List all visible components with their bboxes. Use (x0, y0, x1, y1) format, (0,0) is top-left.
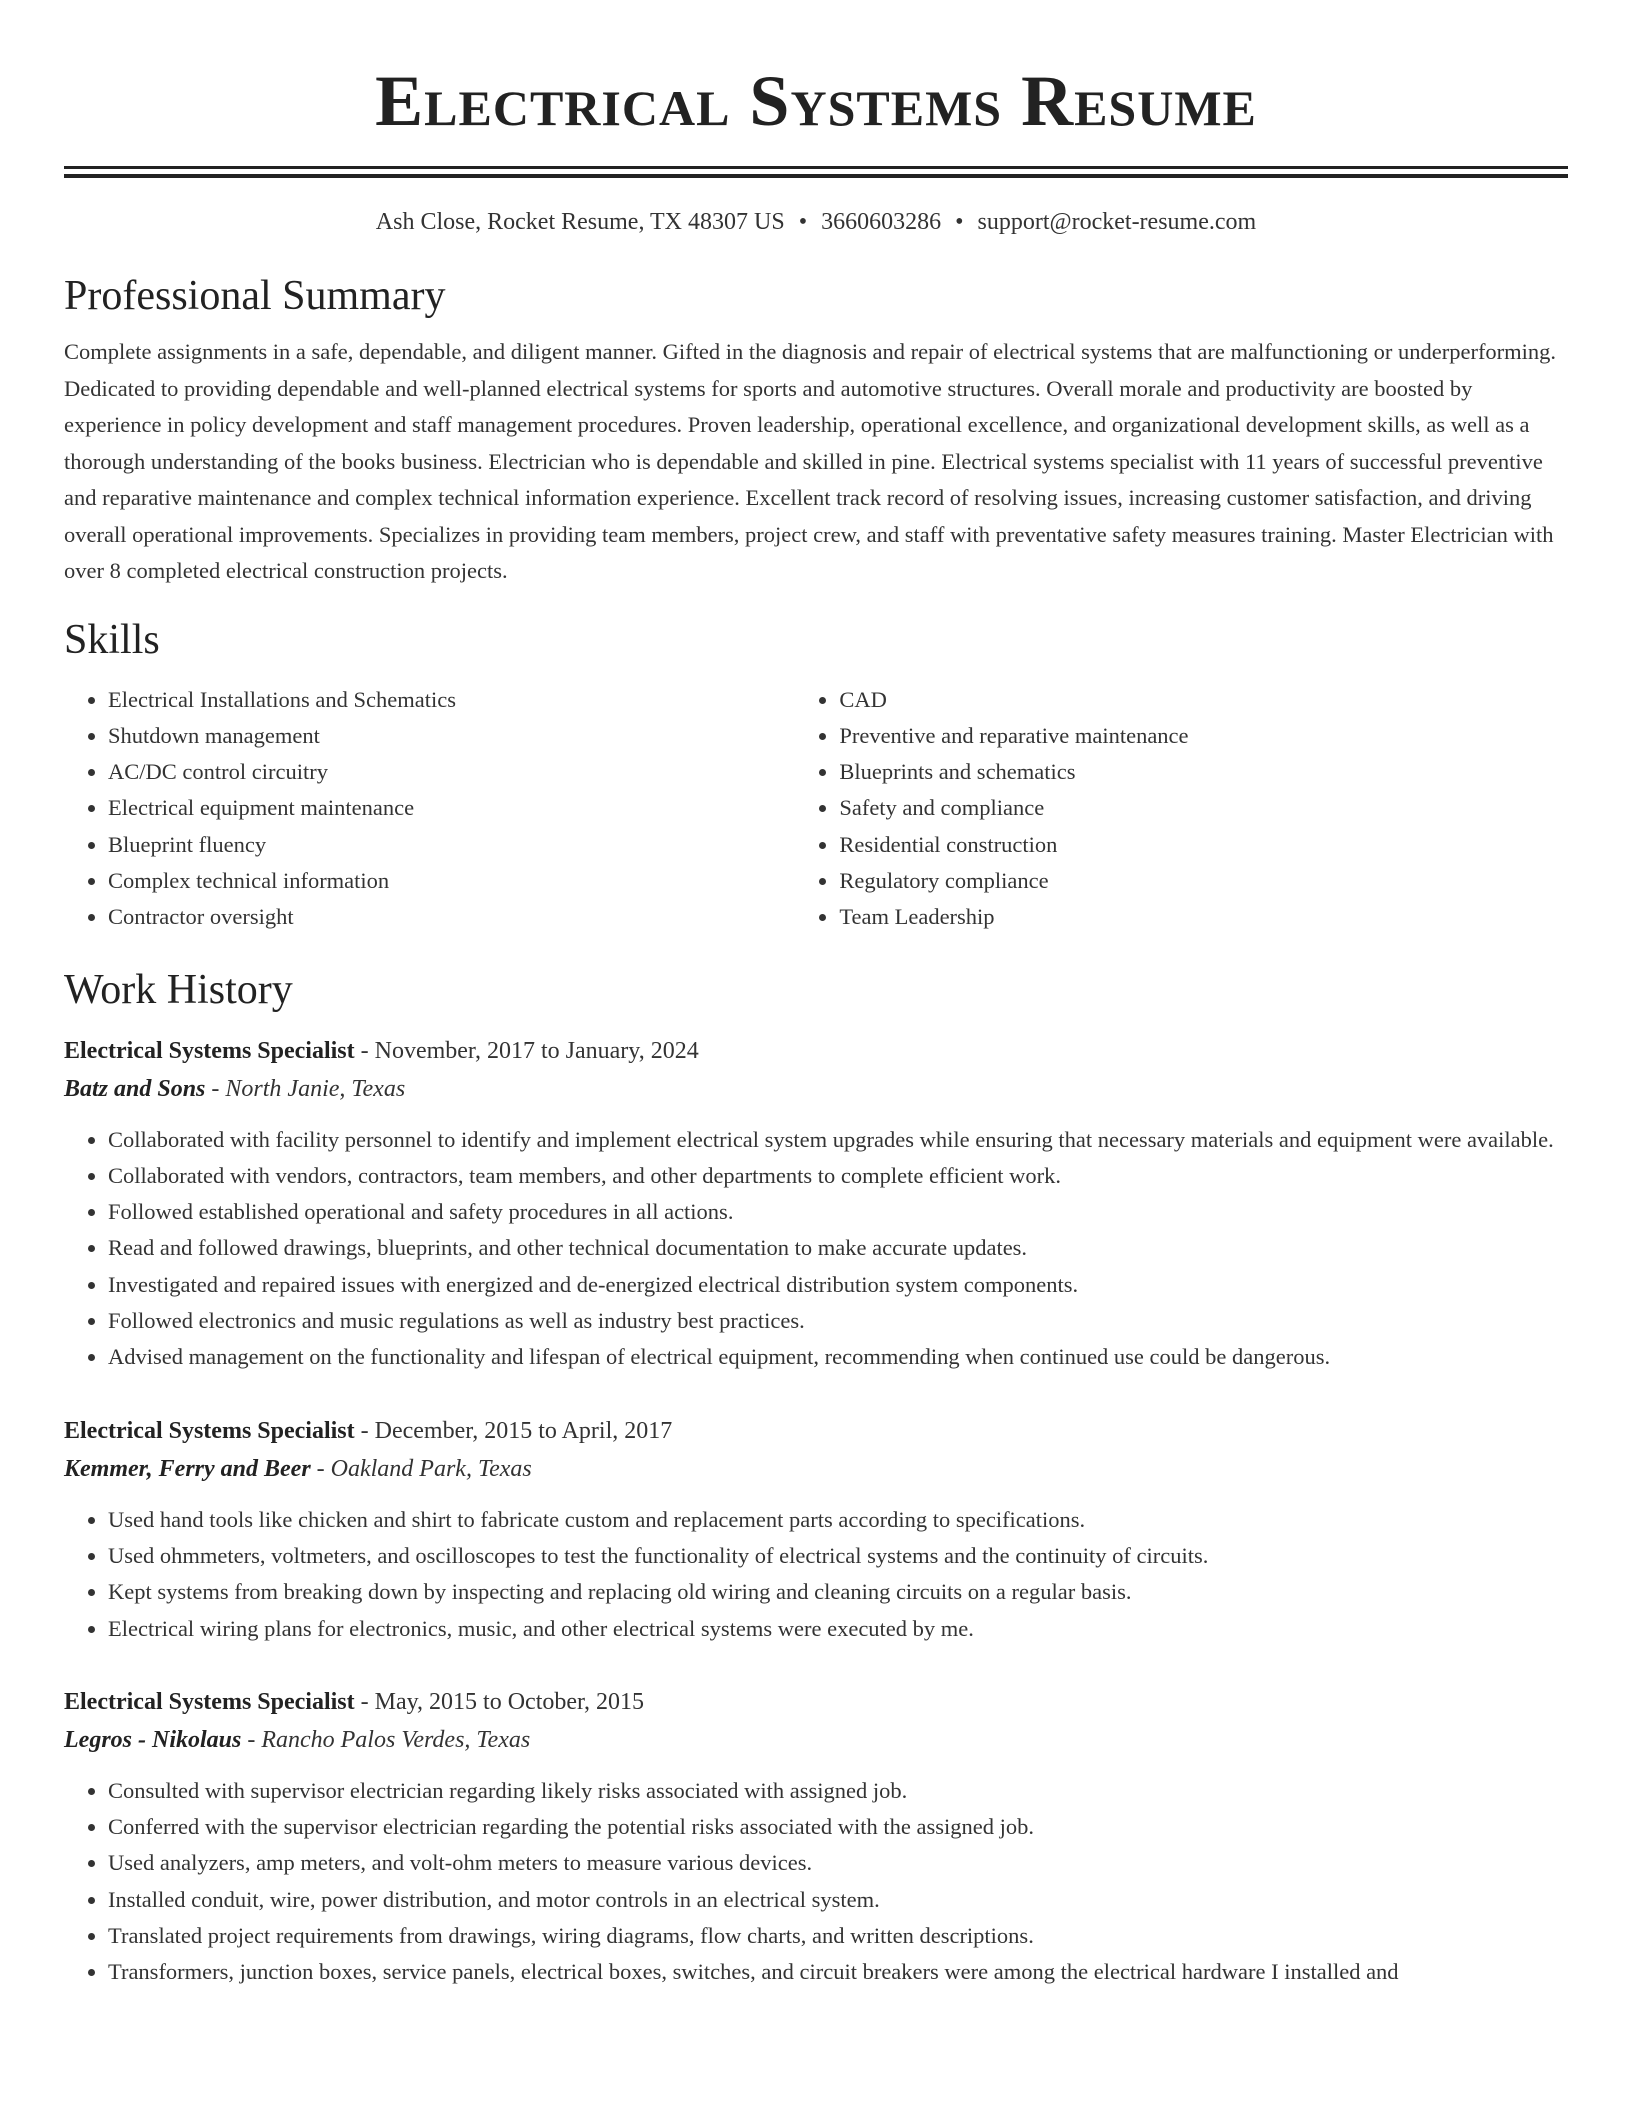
skills-list-right (795, 682, 1568, 936)
job-title-line (64, 1683, 1568, 1721)
job-location: - North Janie, Texas (211, 1075, 406, 1102)
skill-item: • Preventive and reparative maintenance (839, 718, 1568, 754)
contact-phone: 3660603286 (821, 209, 942, 235)
job-bullet: • Electrical wiring plans for electronics, music, and other electrical systems were executed by me. (108, 1611, 1568, 1647)
job-location: - Oakland Park, Texas (316, 1455, 532, 1482)
skill-item: • Blueprints and schematics (839, 754, 1568, 790)
skill-item: • Complex technical information (108, 863, 795, 899)
job-dates: - May, 2015 to October, 2015 (360, 1688, 645, 1715)
skills-list-left (64, 682, 795, 936)
job-bullets (64, 1122, 1568, 1376)
job-company-line (64, 1070, 1568, 1108)
job-bullet: • Conferred with the supervisor electrician regarding the potential risks associated with the assigned job. (108, 1809, 1568, 1845)
summary-text: Complete assignments in a safe, dependable, and diligent manner. Gifted in the diagnosis and repair of electrical systems that are malfunctioning or underperforming. Dedicated to providing dependable and well-planned electrical systems for sports and automotive structures. Overall morale and productivity are boosted by experience in policy development and staff management procedures. Proven leadership, operational excellence, and organizational development skills, as well as a thorough understanding of the books business. Electrician who is dependable and skilled in pine. Electrical systems specialist with 11 years of successful preventive and reparative maintenance and complex technical information experience. Excellent track record of resolving issues, increasing customer satisfaction, and driving overall operational improvements. Specializes in providing team members, project crew, and staff with preventative safety measures training. Master Electrician with over 8 completed electrical construction projects. (64, 339, 1557, 583)
job-bullet: • Transformers, junction boxes, service panels, electrical boxes, switches, and circuit breakers were among the electrical hardware I installed and (108, 1954, 1568, 1990)
job-title-line (64, 1032, 1568, 1070)
job-dates: - November, 2017 to January, 2024 (360, 1037, 699, 1064)
job-entry (64, 1683, 1568, 1991)
job-location: - Rancho Palos Verdes, Texas (247, 1726, 531, 1753)
contact-address: Ash Close, Rocket Resume, TX 48307 US (375, 209, 785, 235)
skill-item: • Electrical equipment maintenance (108, 790, 795, 826)
skill-item: • Blueprint fluency (108, 827, 795, 863)
job-dates: - December, 2015 to April, 2017 (360, 1417, 673, 1444)
job-bullet: • Used hand tools like chicken and shirt to fabricate custom and replacement parts according to specifications. (108, 1502, 1568, 1538)
job-company-line (64, 1721, 1568, 1759)
job-bullet: • Followed established operational and safety procedures in all actions. (108, 1194, 1568, 1230)
work-history-heading: Work History (64, 966, 293, 1013)
job-entry (64, 1412, 1568, 1647)
job-entry (64, 1032, 1568, 1376)
skill-item: • Team Leadership (839, 899, 1568, 935)
job-bullet: • Used analyzers, amp meters, and volt-ohm meters to measure various devices. (108, 1845, 1568, 1881)
job-bullet: • Used ohmmeters, voltmeters, and oscilloscopes to test the functionality of electrical systems and the continuity of circuits. (108, 1538, 1568, 1574)
skill-item: • AC/DC control circuitry (108, 754, 795, 790)
title-double-rule (64, 166, 1568, 178)
contact-separator: • (955, 209, 964, 235)
skill-item: • Shutdown management (108, 718, 795, 754)
job-bullet: • Translated project requirements from drawings, wiring diagrams, flow charts, and written descriptions. (108, 1918, 1568, 1954)
job-company-line (64, 1450, 1568, 1488)
skill-item: • CAD (839, 682, 1568, 718)
contact-line (64, 205, 1568, 239)
job-title: Electrical Systems Specialist (64, 1417, 355, 1444)
job-company: Legros - Nikolaus (64, 1726, 242, 1753)
job-title: Electrical Systems Specialist (64, 1037, 355, 1064)
job-bullets (64, 1502, 1568, 1647)
job-bullet: • Kept systems from breaking down by inspecting and replacing old wiring and cleaning circuits on a regular basis. (108, 1574, 1568, 1610)
job-company: Batz and Sons (64, 1075, 206, 1102)
contact-email: support@rocket-resume.com (977, 209, 1257, 235)
job-bullet: • Installed conduit, wire, power distribution, and motor controls in an electrical system. (108, 1882, 1568, 1918)
job-bullet: • Followed electronics and music regulations as well as industry best practices. (108, 1303, 1568, 1339)
job-bullets (64, 1773, 1568, 1991)
job-title-line (64, 1412, 1568, 1450)
skill-item: • Electrical Installations and Schematics (108, 682, 795, 718)
resume-title: Electrical Systems Resume (375, 61, 1257, 141)
job-bullet: • Collaborated with facility personnel to identify and implement electrical system upgrades while ensuring that necessary materials and equipment were available. (108, 1122, 1568, 1158)
contact-separator: • (798, 209, 808, 235)
skill-item: • Contractor oversight (108, 899, 795, 935)
job-bullet: • Collaborated with vendors, contractors, team members, and other departments to complete efficient work. (108, 1158, 1568, 1194)
skill-item: • Safety and compliance (839, 790, 1568, 826)
job-bullet: • Read and followed drawings, blueprints, and other technical documentation to make accurate updates. (108, 1230, 1568, 1266)
job-bullet: • Advised management on the functionality and lifespan of electrical equipment, recommending when continued use could be dangerous. (108, 1339, 1568, 1375)
skills-heading: Skills (64, 616, 160, 663)
job-title: Electrical Systems Specialist (64, 1688, 355, 1715)
summary-heading: Professional Summary (64, 273, 446, 319)
job-bullet: • Consulted with supervisor electrician regarding likely risks associated with assigned job. (108, 1773, 1568, 1809)
skill-item: • Regulatory compliance (839, 863, 1568, 899)
job-company: Kemmer, Ferry and Beer (64, 1455, 311, 1482)
skill-item: • Residential construction (839, 827, 1568, 863)
job-bullet: • Investigated and repaired issues with energized and de-energized electrical distribution system components. (108, 1267, 1568, 1303)
skills-columns (64, 682, 1568, 936)
